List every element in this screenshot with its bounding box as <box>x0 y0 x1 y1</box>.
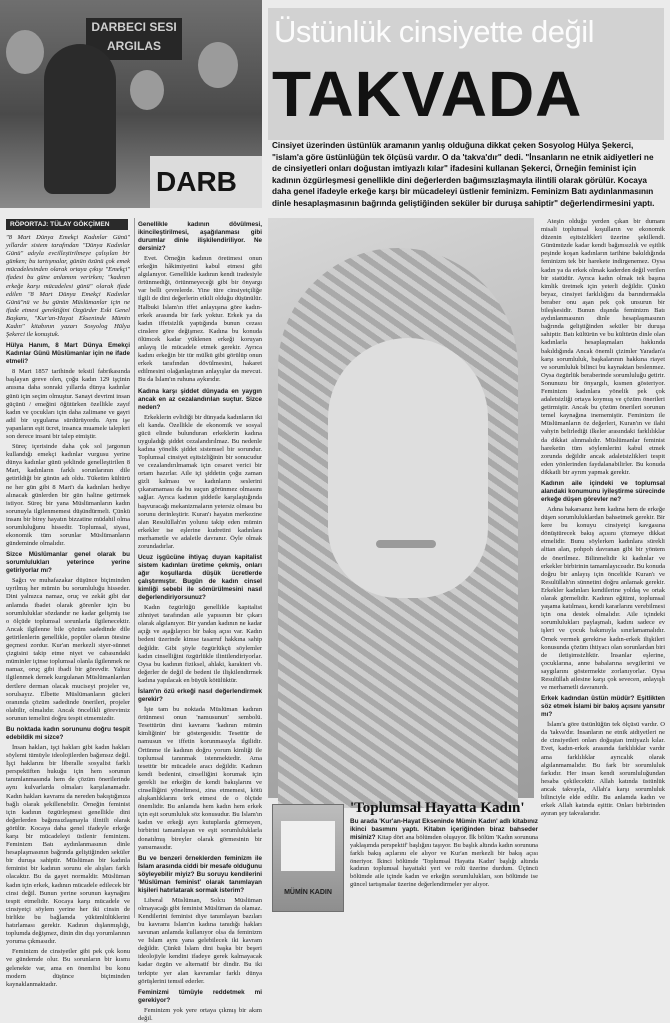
protest-banner <box>150 156 262 208</box>
book-cover-art <box>281 821 335 871</box>
portrait-mouth <box>376 540 436 548</box>
interview-question: Hülya Hanım, 8 Mart Dünya Emekçi Kadınlar Günü Müslümanlar için ne ifade etmeli? <box>6 342 130 366</box>
headline-line2: TAKVADA <box>272 58 583 130</box>
book-cover <box>272 804 344 912</box>
protester-headscarf <box>44 44 116 194</box>
portrait-face <box>328 338 488 598</box>
interview-answer: Feminizm yok yere ortaya çıkmış bir akım değil. <box>138 1006 262 1022</box>
headline-line1: Üstünlük cinsiyette değil <box>274 14 595 49</box>
interview-answer: Süreç içerisinde daha çok sol jargonun kullandığı emekçi kadınlar vurgusu yerine dünya kadınlar günü şeklinde genelleştirilen 8 Mart, kadınların farklı sorunlarının dile getirildiği bir günün adı oldu. Tüketim kültürü ne her gün gibi 8 Mart'ı da kadınları hediye alınacak günlerden bir gün haline getirmek istiyor. Süreç bir yana Müslümanların kadın sorunuyla ilgilenmemesi düşündürmeli. Çünkü insanı bir birey hayatın bizzatine müdahil olma sorumluluğunu hissedir. Toplumsal, siyasi, ekonomik tüm sorunlar Müslümanların gündeminde olmalıdır. <box>6 443 130 548</box>
lead-text-1: Cinsiyet üzerinden üstünlük aramanın yanlış olduğuna dikkat çeken Sosyolog Hülya Şekerci, "islam'a göre üstünlüğün tek ölçüsü vardır. O da 'takva'dır" dedi. <box>272 141 634 162</box>
interview-answer: Sağcı ve muhafazakar düşünce biçiminden uyrilmış her mümin bu sorumluluğu hisseder. Dini yalnızca namaz, oruç ve zekât gibi dar anlamda ibadet olarak görenler için bu sorumluluklar sözdandır ne kadar gelişmiş ise o ölçüde toplumsal sorunlarla ilgilenecektir. Ancak ilgilenne bile çözüm sadedinde dile getirilenlerin genellikle, popüler olanın ötesine geçmesi zordur. Kur'an merkezli siyer-sünnet çizgisini takip etme niyet ve cabasındaki müminler içinse toplumsal olanla ilgilenmek ne namaz, oruç gibi ibadi bir görevdir. Yalnız ilgilenmek demek kurgulanan Müslümanlardan dertlere derman olacak muciseyi projeler ve, sorulsayız. Elbette Müslümanların gücleri oranında çözüm sadedinde önerileri, projeler olabilir, olmalıdır. Ancak öncelikli görevimiz sorunun temelini doğru tespit etmemizdir. <box>6 577 131 722</box>
headline-block <box>268 8 664 140</box>
sidebar-box-title: 'Toplumsal Hayatta Kadın' <box>350 800 525 816</box>
interview-question: Bu ve benzeri örneklerden feminizm ile İslam arasında ciddi bir mesafe olduğunu söyleyebilir miyiz? Bu soruyu kendilerini 'Müslüman feminist' olarak tanımlayan kişileri hatırlatarak sormak isterim? <box>138 854 262 894</box>
sidebar-box-text <box>350 818 538 918</box>
article-column-2 <box>138 218 262 1022</box>
interview-answer: İşte tam bu noktada Müslüman kadının örtünmesi onun 'namusunun' sembolü. Tesettürün dini kavramı 'kadının mümin kimliğinin' bir göstergesidir. Tesettür de namusun ve iffetin korunmasıyla ilgilidir. Örtünme ile kadının doğru yorum kimliği ile toplumsal tanınmak istenmektedir. Ama tesettür bir mücadele aracı değildir. Kadının kendi bedenini, cinselliğini korumak için gerekli ise erkeğin de kendi bakışlarını ve cinselliğini yöneltmesi, zina etmemesi, kötü alışkanlıklarını terk etmesi de o ölçüde önemlidir. Bu anlamda hem kadın hem erkek için eşit sorumluluk söz konusudur. Bu İslam'ın kadın ve erkeği ayrı kutuplarda görmeyen, birbirini tamamlayan ve eşit sorumluluklarla donatılmış bireyler olarak görmesinin bir yansımasıdır. <box>138 706 262 851</box>
interviewee-portrait <box>268 218 534 798</box>
interview-question: Sizce Müslümanlar genel olarak bu sorumlulukları yeterince yerine getiriyorlar mı? <box>6 551 130 575</box>
interview-question: Kadına karşı şiddet dünyada en yaygın ancak en az cezalandırılan suçtur. Sizce neden? <box>138 387 262 411</box>
interview-answer: Evet. Örneğin kadının öretimesi onun erkeğin hâkimiyetini kabul etmesi gibi algılanıyor. Genellikle kadının kendi iradesiyle örtünmediği, örtünmeyeceği gibi bir önyargı var belli çevrelerde. Yine türe cinsiyetçiliğe ilgili de dini değerlerin etkili olduğu düşünülür. Halbuki İslam'ın iffet anlayışına göre kadın-erkek arasında bir fark yoktur. Erkek ya da kadın iffetsizlik yaptığında bunun cezası cinslere göre değişmez. Kadına bu konuda ölümcek kadar yüklenen erkeği koruyan anlayış ile mücadele etmek gerekir. Ayrıca kadını erkeğin bir tür mülkü gibi görülüp onun erkek tarafından dövülmesini, hakaret edilmesini olağanlaştıran anlayışlar da mevcut. Bu da İslam'ın ruhuna aykırıdır. <box>138 255 262 384</box>
interview-answer: Liberal Müslüman, Solcu Müslüman olmayacağı gibi feminist Müslüman da olamaz. Kendilerini feminist diye tanımlayan bazıları bu kavramı İslam'ın kadına tanıdığı hakları savunan anlamda kullanıyor olsa da feminizm ve İslam aynı yana gelebilecek iki kavram değildir. Çünkü İslam dini başka bir beşeri ideolojiyle kendini ifadeye gerek kalmayacak kadar özgün ve alternatif bir dindir. Bu iki terkipte yer alan kavramlar farklı dünya görüşlerini temsil ederler. <box>138 896 262 985</box>
article-column-1 <box>6 234 131 988</box>
interview-question: Ucuz işgücüne ihtiyaç duyan kapitalist sistem kadınları üretime çekmiş, onları ağır koşullarda düşük ücretlerde çalıştırmıştır. Bugün de kadın cinsel kimliği sebebi ile sömürülmesini nasıl değerlendiriyorsunuz? <box>138 554 262 602</box>
sidebar-answer: Kitap dört ana bölümden oluşuyor. İlk bölüm 'Kadın sorununa yaklaşımda perspektif' başlığını taşıyor. Bu başlık altında kadın sorununa farklı bakış açılarını ele alıyor ve Kur'an merkezli bir bakış açısı öneriyor. İkinci bölümde 'Toplumsal Hayatta Kadın' başlığı altında kadının toplumsal hayattaki yeri ve rolü üzerine durdum. Üçüncü bölümde aile içinde kadın ve erkeğin sorumlulukları, son bölümde ise güncel tartışmalar üzerine değerlendirmeler yer alıyor. <box>350 833 538 889</box>
book-cover-title: MÜMİN KADIN <box>284 889 332 896</box>
protester-head <box>198 42 238 88</box>
interview-answer: Erkeklerin evlidiği bir dünyada kadınların iki eli kanda. Özellikle de ekonomik ve sosyal gücü elinde bulunduran erkeklerin kadına uyguladığı şiddet cezalandırılmaz. Bu nedenle kadına yönelik şiddet sistemsel bir sorundur. Toplumsal cinsiyet eşitsizliğinin bir sonucudur ve cezalandırılmamak için cesaret verici bir ortam hazırlar. Aile içi şiddetin çoğu zaman gizli kalması ve kadınların seslerini çıkaramaması da bu suçun görünmez olmasını sağlar. Ayrıca kadının şiddetle karşılaştığında başvuracağı mekanizmaların yetersiz olması bu sorunu derinleştirir. Kuran'ı hayatın merkezine alan Resulüllah'ın yolunu takip eden mümin erkekler ise eşlerine kudretini kadınlara merhametle ve adaletle davranır. Öyle olmak zorundadırlar. <box>138 413 262 550</box>
protest-banner-text: DARB <box>156 166 237 197</box>
interview-question: İslam'ın özü erkeği nasıl değerlendirmek gerekir? <box>138 688 262 704</box>
interview-question: Kadının aile içindeki ve toplumsal alandaki konumunu iyileştirme sürecinde erkeğe düşen görevler ne? <box>541 480 665 503</box>
column-divider <box>134 218 135 918</box>
interview-answer: Ateşin olduğu yerden çıkan bir dumanı misali toplumsal koşulların ve ekonomik düzenin eşitsizlikleri üzerine şekillendi. Günümüzde kadar kendi bağımsızlık ve eşitlik peşinde koşan kadınların tarihine bakıldığında feminizm tek bir harekete indirgenemez. Oysa kadın ya da erkek olmak kaderden değil verilen bir statüdür. Ayrıca kadın olmak tek başına kimlik üretmek için yeterli değildir. Çünkü beyaz, cinsiyet farklılığını da barındırmakla beraber onu aşan pek çok unsurun bir bileşkesidir. Bunun dışında feminizm Batı aydınlanmasının dinle hesaplaşmasının bağrında geliştiğinden seküler bir duruşa sahiptir. Batı kültürün ve bu kültürün dinle olan kadınlarla hesaplaşmaları hakkında bakıldığında Ancak önemli çizimler Yaradan'a karşı sorumluluk, başkalarının hakkına riayet ve sorumluluk bilinci bu kaynaktan beslenmez. Oysa özgürlük beraberinde sorumluluğu getirir. Sonunuzu bir önyargılı, kısmen gösteriyor. Feminizm kadınlara yönelik pek çok adaletsizliği ortaya koymuş ve çözüm önerileri getirmiştir. Ancak bu çözüm önerileri sorunun temel kaynağına inememiştir. Feminizm ile Müslümanların öz değerleri, Kuran'ın ve ilahi vahyin belirlediği ilkeler arasındaki farklılıklar da dikkat alınmalıdır. Müslümanlar feminist hareketin tüm söylemlerini kabul etmek zorunda değildir ancak adaletsizlikleri tespit eden yönlerinden faydalanabilirler. Bu konuda dikkatli bir ayrım yapmak gerekir. <box>541 218 665 476</box>
protester-head <box>130 70 164 110</box>
protest-sign-line: ARGILAS <box>107 39 161 53</box>
interview-answer: 8 Mart 1857 tarihinde tekstil fabrikasında başlayan greve olen, çoğu kadın 129 işçinin anısına daha sonraki yıllarda dünya kadınlar günü için seçim olmuştur. Sanayi devrimi insan güçünü / emeğini öğütürken özellikle zayıf kadın ve çocukları için daha zalimane ve gayri adil bir uygulama sürdürüyordu. Aynı işe yapanların eşit ücret, insanca muamele talepleri son derece insani bir talep etmiştir. <box>6 368 130 440</box>
interview-question: Feminizmi tümüyle reddetmek mi gerekiyor? <box>138 988 262 1004</box>
interview-answer: Feminizm de cinsiyetler gibi pek çok konu ve gündemde olur. Bu sorunların bir kısmı gelenekte var, ama en önemlisi bu konu modern düşünce biçiminden kaynaklanmaktadır. <box>6 948 130 988</box>
interview-answer: Kadın özgürlüğü genellikle kapitalist zihniyet tarafından aile yapısının bir çıkarı olarak algılanıyor. Bir yandan kadının ne kadar açığı ve aşağılayıcı bir bakış açısı var. Kadın bedeni üzerinde kimse tasarruf hakkına sahip değildir. Gibi şöyle özgürlükçü söylemler kadın cinselliğini özgürlükle ilintilendiriyorlar. Oysa bu kadının fiziksel, ahlaki, karakteri vb. değerler de değil de bedeni ile ilişkilendirmek kadına yapılacak en büyük kötülüktür. <box>138 604 262 684</box>
intro-paragraph: "8 Mart Dünya Emekçi Kadınlar Günü" yıllardır sistem tarafından "Dünya Kadınlar Günü" adıyla evcilleştirilmeye çalışılan bir günken; bu tartışmalar, günün özünü çok emek mücadelesinden olarak ortaya çıkışı "Emekçi" ifadesi bu güne anlamını verirken; "kadının erkeğe karşı mücadelesi günü" olarak ifade edilen "8 Mart Dünya Emekçi Kadınlar Günü"nü ve bu günün Müslümanlar için ne ifade etmesi gerektiğini Özgürder Eski Genel Başkanı, "Kur'an-Hayat Ekseninde Mümin Kadın" kitabının yazarı Sosyolog Hülya Şekerci ile konuştuk. <box>6 234 130 339</box>
interview-question: Erkek kadından üstün müdür? Eşitlikten söz etmek İslami bir bakış açısını yansıtır mı? <box>541 695 665 719</box>
interview-answer: Adına bakarsanız hem kadına hem de erkeğe düşen sorumluluklardan bahsetmek gerekir. Bir kere bu konuyu cinsiyetçi kavgasına dönüştürecek bakış açısını çözmeye dikkat etmelidir. Bunu söylerken kadınlara sürekli alttan alan, pohpoh davranan gibi bir yöntem de önerilmez. Bilinmelidir ki kadınlar ve erkekler birbirinin tamamlayıcısıdır. Bu konuda doğru bir anlayış için öncelikle Kuran'ı ve Resulüllah'ın sünnetini doğru anlamak gerekir. Erkekler kadınları kendilerine yoldaş ve ortak olarak görmelidir. Kadının eğitimi, toplumsal yaşama katılması, kendi kararlarını verebilmesi için ona destek olmalıdır. Aile içindeki sorumlulukları paylaşmalı, kadını sadece ev işleri ve çocuk bakımıyla sınırlamamalıdır. Örnek vermek gerekirse kadın-erkek ilişkileri konusunda çözüm ihtiyacı olan sorunlardan biri de iletişimsizliktir. İnsanlar eşlerine, çocuklarına, anne babalarına sevgilerini ve saygılarını göstermekte zorlanıyorlar. Oysa Resulüllah ailesine karşı çok sevecen, anlayışlı ve merhametli davranırdı. <box>541 506 666 692</box>
interview-answer: İnsan hakları, işçi hakları gibi kadın hakları söylemi tümüyle ideolojilerden bağımsız değil. İşçi haklarını bir liberalle sosyalist farklı perspektiften hukuğu için hem sorunun tanımlanmasında hem de çözüm önerilerinde aynı kulvarlarda olmaları karşılanamadır. Kadın hakları kavramı da nereden bakıştığınıza bağlı olarak şekillenebilir. Örneğin feminist için kadının özgürleşmesi genellikle dini değerlerden bağımsızlaşmayla ilintili olarak görülür. Kocaya daha genel ifadeyle erkeğe karşı bir mücadeleyi üstlenir feminizm. Feminizm Batı aydınlanmasının dinle hesaplaşmasının bağrında geliştiğinden seküler bir duruşa sahiptir. Müslüman bir kadınla feminist bir kadının sorunu ele alışları farklı olacaktır. Bu da gayet normaldir. Müslüman kadın için erkek, kadının mücadele edilecek bir cinsi değil. Bunun yerine sorunun kaynağını tespit etmelidir. Kocaya karşı mücadele ve cinsiyetçi söylem yerine her iki cinsin de birlikte bu bağlamda yükümlülüklerini hatırlaması gerekir. Kadının dışlanmışlığı, toplumda değişmez, dinin din dışı yorumlarının yoruma çıkmasıdır. <box>6 743 130 946</box>
protest-sign-line: DARBECI SESI <box>91 20 177 34</box>
lead-paragraph <box>272 140 664 210</box>
interview-question: Genellikle kadının dövülmesi, ikincileştirilmesi, aşağılanması gibi durumlar dinle ilişkilendiriliyor. Ne dersiniz? <box>138 221 262 252</box>
protest-photo <box>0 0 262 208</box>
protester-head <box>6 30 44 74</box>
interview-question: Bu noktada kadın sorununu doğru tespit edebildik mi sizce? <box>6 725 130 741</box>
byline: RÖPORTAJ: TÜLAY GÖKÇİMEN <box>6 219 128 230</box>
lead-text-2: "İnsanların ne etnik aidiyetleri ne de cinsiyetleri onları doğustan imtiyazlı kılar" ifadesini kullanan Şekerci, Örneğin feminist için kadının özgürleşmesi genellikle dini değerlerden bağımsızlaşmayla ilintili olarak görülür. Kocaya daha genel ifadeyle erkeğe karşı bir mücadeleyi üstlenir feminizm. Feminizm Batı aydınlanmasının dinle hesaplaşmasının bağrında geliştiğinden seküler bir duruşa sahiptir" değerlendirmesini yaptı. <box>272 152 655 208</box>
article-column-4 <box>541 218 665 918</box>
sidebar-question: Bu arada 'Kur'an-Hayat Ekseninde Mümin Kadın' adlı kitabınız ikinci basımını yaptı. Kitabın içeriğinden biraz bahseder misiniz? <box>350 818 538 841</box>
interview-answer: İslam'a göre üstünlüğün tek ölçüsü vardır. O da 'takva'dır. İnsanların ne etnik aidiyetleri ne de cinsiyetleri onları doğuştan imtiyazlı kılar. Evet, kadın-erkek arasında farklılıklar vardır ama farklılıklar ayrıcalık olarak algılanmamalıdır. Bu fark bir sorumluluk farkıdır. Her insan kendi sorumluluğundan hesaba çekilecektir. Allah katında üstünlük ancak takvayla, Allah'a karşı sorumluluk bilinciyle elde edilir. Bu anlamda kadın ve erkek Allah katında eşittir. Onları birbirinden ayıran şey takvalarıdır. <box>541 721 665 818</box>
